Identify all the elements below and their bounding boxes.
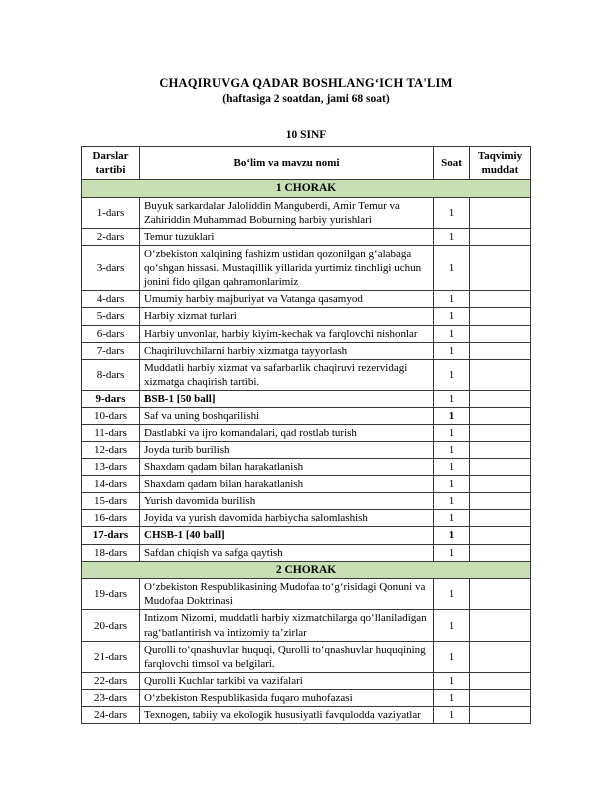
lesson-number-cell: 6-dars [82, 325, 140, 342]
calendar-date-cell [470, 359, 531, 390]
hours-cell: 1 [434, 291, 470, 308]
lesson-number-cell: 1-dars [82, 197, 140, 228]
table-row [82, 579, 531, 610]
topic-cell: Umumiy harbiy majburiyat va Vatanga qasamyod [140, 291, 434, 308]
hours-cell: 1 [434, 359, 470, 390]
topic-cell: Yurish davomida burilish [140, 493, 434, 510]
hours-cell: 1 [434, 390, 470, 407]
calendar-date-cell [470, 527, 531, 544]
calendar-date-cell [470, 308, 531, 325]
lesson-number-cell: 23-dars [82, 689, 140, 706]
table-row [82, 459, 531, 476]
page-title: CHAQIRUVGA QADAR BOSHLANGʻICH TA'LIM [159, 76, 453, 90]
topic-cell: Joyida va yurish davomida harbiycha salomlashish [140, 510, 434, 527]
lesson-number-cell: 10-dars [82, 407, 140, 424]
topic-cell: Texnogen, tabiiy va ekologik hususiyatli favqulodda vaziyatlar [140, 706, 434, 723]
table-row [82, 291, 531, 308]
table-row [82, 342, 531, 359]
topic-cell: Joyda turib burilish [140, 442, 434, 459]
lesson-number-cell: 15-dars [82, 493, 140, 510]
calendar-date-cell [470, 510, 531, 527]
calendar-date-cell [470, 493, 531, 510]
section-header-label: 2 CHORAK [82, 561, 531, 579]
column-header-calendar-date: Taqvimiy muddat [470, 147, 531, 180]
calendar-date-cell [470, 544, 531, 561]
lesson-number-cell: 9-dars [82, 390, 140, 407]
hours-cell: 1 [434, 407, 470, 424]
hours-cell: 1 [434, 610, 470, 641]
section-header-label: 1 CHORAK [82, 180, 531, 198]
topic-cell: Buyuk sarkardalar Jaloliddin Manguberdi, Amir Temur va Zahiriddin Muhammad Boburning harbiy yurishlari [140, 197, 434, 228]
calendar-date-cell [470, 390, 531, 407]
page-subtitle: (haftasiga 2 soatdan, jami 68 soat) [222, 93, 390, 105]
table-row [82, 229, 531, 246]
topic-cell: Safdan chiqish va safga qaytish [140, 544, 434, 561]
calendar-date-cell [470, 579, 531, 610]
lesson-number-cell: 24-dars [82, 706, 140, 723]
topic-cell: Harbiy xizmat turlari [140, 308, 434, 325]
topic-cell: Saf va uning boshqarilishi [140, 407, 434, 424]
calendar-date-cell [470, 610, 531, 641]
hours-cell: 1 [434, 689, 470, 706]
section-header-row [82, 561, 531, 579]
lesson-number-cell: 20-dars [82, 610, 140, 641]
topic-cell: Intizom Nizomi, muddatli harbiy xizmatchilarga qoʻllaniladigan ragʻbatlantirish va intizomiy ta’zirlar [140, 610, 434, 641]
hours-cell: 1 [434, 197, 470, 228]
lesson-number-cell: 19-dars [82, 579, 140, 610]
hours-cell: 1 [434, 459, 470, 476]
hours-cell: 1 [434, 706, 470, 723]
lesson-number-cell: 7-dars [82, 342, 140, 359]
calendar-date-cell [470, 342, 531, 359]
table-row [82, 476, 531, 493]
hours-cell: 1 [434, 229, 470, 246]
topic-cell: BSB-1 [50 ball] [140, 390, 434, 407]
topic-cell: Qurolli Kuchlar tarkibi va vazifalari [140, 672, 434, 689]
column-header-topic: Boʻlim va mavzu nomi [140, 147, 434, 180]
table-row [82, 308, 531, 325]
hours-cell: 1 [434, 342, 470, 359]
table-row [82, 689, 531, 706]
table-row [82, 610, 531, 641]
hours-cell: 1 [434, 527, 470, 544]
topic-cell: CHSB-1 [40 ball] [140, 527, 434, 544]
lesson-number-cell: 14-dars [82, 476, 140, 493]
hours-cell: 1 [434, 579, 470, 610]
topic-cell: Harbiy unvonlar, harbiy kiyim-kechak va farqlovchi nishonlar [140, 325, 434, 342]
calendar-date-cell [470, 459, 531, 476]
calendar-date-cell [470, 325, 531, 342]
lesson-number-cell: 21-dars [82, 641, 140, 672]
calendar-date-cell [470, 442, 531, 459]
calendar-date-cell [470, 672, 531, 689]
topic-cell: Muddatli harbiy xizmat va safarbarlik chaqiruvi rezervidagi xizmatga chaqirish tartibi. [140, 359, 434, 390]
table-row [82, 544, 531, 561]
topic-cell: Dastlabki va ijro komandalari, qad rostlab turish [140, 424, 434, 441]
table-row [82, 527, 531, 544]
calendar-date-cell [470, 689, 531, 706]
table-row [82, 641, 531, 672]
lesson-number-cell: 8-dars [82, 359, 140, 390]
hours-cell: 1 [434, 308, 470, 325]
lesson-number-cell: 3-dars [82, 246, 140, 291]
table-row [82, 246, 531, 291]
table-row [82, 197, 531, 228]
hours-cell: 1 [434, 493, 470, 510]
lesson-number-cell: 17-dars [82, 527, 140, 544]
lesson-number-cell: 12-dars [82, 442, 140, 459]
topic-cell: Temur tuzuklari [140, 229, 434, 246]
hours-cell: 1 [434, 476, 470, 493]
calendar-date-cell [470, 291, 531, 308]
lesson-number-cell: 18-dars [82, 544, 140, 561]
calendar-date-cell [470, 424, 531, 441]
lesson-number-cell: 13-dars [82, 459, 140, 476]
column-header-hours: Soat [434, 147, 470, 180]
table-row [82, 493, 531, 510]
table-row [82, 359, 531, 390]
table-row [82, 510, 531, 527]
lesson-number-cell: 5-dars [82, 308, 140, 325]
hours-cell: 1 [434, 510, 470, 527]
calendar-date-cell [470, 407, 531, 424]
topic-cell: Shaxdam qadam bilan harakatlanish [140, 476, 434, 493]
topic-cell: Shaxdam qadam bilan harakatlanish [140, 459, 434, 476]
lesson-number-cell: 11-dars [82, 424, 140, 441]
table-row [82, 390, 531, 407]
hours-cell: 1 [434, 672, 470, 689]
table-row [82, 407, 531, 424]
lesson-number-cell: 22-dars [82, 672, 140, 689]
calendar-date-cell [470, 476, 531, 493]
section-header-row [82, 180, 531, 198]
hours-cell: 1 [434, 325, 470, 342]
hours-cell: 1 [434, 544, 470, 561]
topic-cell: Oʻzbekiston Respublikasining Mudofaa toʻgʻrisidagi Qonuni va Mudofaa Doktrinasi [140, 579, 434, 610]
lesson-number-cell: 16-dars [82, 510, 140, 527]
hours-cell: 1 [434, 641, 470, 672]
calendar-date-cell [470, 197, 531, 228]
calendar-date-cell [470, 229, 531, 246]
lesson-number-cell: 4-dars [82, 291, 140, 308]
topic-cell: Oʻzbekiston Respublikasida fuqaro muhofazasi [140, 689, 434, 706]
hours-cell: 1 [434, 424, 470, 441]
grade-heading: 10 SINF [285, 129, 327, 141]
calendar-date-cell [470, 246, 531, 291]
hours-cell: 1 [434, 442, 470, 459]
calendar-date-cell [470, 706, 531, 723]
table-row [82, 672, 531, 689]
lesson-number-cell: 2-dars [82, 229, 140, 246]
table-row [82, 706, 531, 723]
topic-cell: Qurolli toʻqnashuvlar huquqi, Qurolli toʻqnashuvlar huquqining farqlovchi timsol va belgilari. [140, 641, 434, 672]
table-row [82, 424, 531, 441]
calendar-date-cell [470, 641, 531, 672]
topic-cell: Chaqiriluvchilarni harbiy xizmatga tayyorlash [140, 342, 434, 359]
table-row [82, 442, 531, 459]
table-header-row [82, 147, 531, 180]
hours-cell: 1 [434, 246, 470, 291]
topic-cell: Oʻzbekiston xalqining fashizm ustidan qozonilgan gʻalabaga qoʻshgan hissasi. Mustaqillik yillarida yurtimiz tinchligi uchun jonini fido qilgan qahramonlarimiz [140, 246, 434, 291]
column-header-lesson-order: Darslar tartibi [82, 147, 140, 180]
curriculum-table [81, 146, 531, 724]
table-row [82, 325, 531, 342]
